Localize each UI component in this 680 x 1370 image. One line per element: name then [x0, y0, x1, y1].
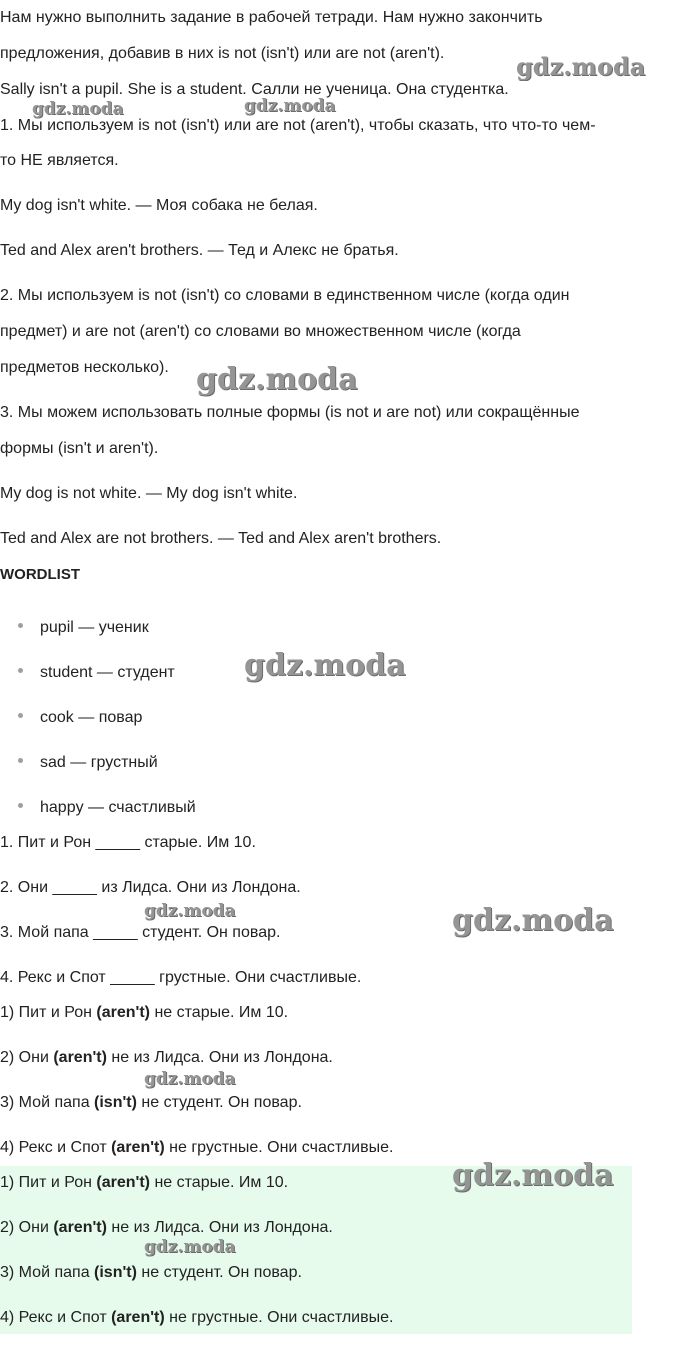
bullet-icon — [18, 713, 23, 718]
rule-1-line-1: 1. Мы используем is not (isn't) или are not (aren't), чтобы сказать, что что-то чем- — [0, 117, 596, 134]
answer-word: (aren't) — [96, 1174, 151, 1191]
wordlist-item-text: sad — грустный — [40, 754, 158, 771]
answer-text: не студент. Он повар. — [136, 1264, 302, 1281]
answer-text: 3) Мой папа — [0, 1264, 95, 1281]
answer-text: 2) Они — [0, 1049, 54, 1066]
answer-text: 4) Рекс и Спот — [0, 1139, 112, 1156]
answer-word: (aren't) — [96, 1004, 151, 1021]
answer-text: не старые. Им 10. — [150, 1004, 289, 1021]
answer-item-4 — [0, 1138, 393, 1158]
watermark-logo: gdz.moda — [516, 52, 646, 81]
intro-example-sally: Sally isn't a pupil. She is a student. Салли не ученица. Она студентка. — [0, 81, 509, 98]
list-item — [18, 753, 158, 773]
bullet-icon — [18, 623, 23, 628]
final-answer-item-4 — [0, 1308, 393, 1328]
rule-2-line-3: предметов несколько). — [0, 359, 169, 376]
answer-text: не старые. Им 10. — [150, 1174, 289, 1191]
rule-3-line-1: 3. Мы можем использовать полные формы (is not и are not) или сокращённые — [0, 404, 580, 421]
wordlist-item-text: student — студент — [40, 664, 175, 681]
rule-1-line-2: то НЕ является. — [0, 152, 119, 169]
answer-item-3 — [0, 1093, 302, 1113]
answer-item-1 — [0, 1003, 288, 1023]
answer-text: 1) Пит и Рон — [0, 1174, 97, 1191]
task-item-2: 2. Они _____ из Лидса. Они из Лондона. — [0, 879, 301, 896]
watermark-logo: gdz.moda — [144, 1069, 236, 1089]
answer-text: не из Лидса. Они из Лондона. — [106, 1049, 333, 1066]
answer-text: 2) Они — [0, 1219, 54, 1236]
rule-example-4: Ted and Alex are not brothers. — Ted and Alex aren't brothers. — [0, 530, 442, 547]
answer-word: (aren't) — [53, 1219, 107, 1236]
task-item-1: 1. Пит и Рон _____ старые. Им 10. — [0, 834, 256, 851]
wordlist-item-text: cook — повар — [40, 709, 143, 726]
answer-text: 3) Мой папа — [0, 1094, 95, 1111]
list-item — [18, 798, 196, 818]
answer-word: (aren't) — [111, 1309, 165, 1326]
answer-text: не грустные. Они счастливые. — [164, 1139, 394, 1156]
answer-word: (aren't) — [53, 1049, 107, 1066]
rule-2-line-1: 2. Мы используем is not (isn't) со словами в единственном числе (когда один — [0, 287, 570, 304]
wordlist-item-text: happy — счастливый — [40, 799, 196, 816]
watermark-logo: gdz.moda — [244, 96, 336, 116]
intro-line-1: Нам нужно выполнить задание в рабочей тетради. Нам нужно закончить — [0, 9, 543, 26]
answer-text: не грустные. Они счастливые. — [164, 1309, 394, 1326]
task-item-3: 3. Мой папа _____ студент. Он повар. — [0, 924, 281, 941]
watermark-logo: gdz.moda — [144, 901, 236, 921]
answer-word: (aren't) — [111, 1139, 165, 1156]
bullet-icon — [18, 758, 23, 763]
watermark-logo: gdz.moda — [452, 903, 614, 938]
watermark-logo: gdz.moda — [144, 1237, 236, 1257]
rule-example-1: My dog isn't white. — Моя собака не белая. — [0, 197, 318, 214]
rule-example-2: Ted and Alex aren't brothers. — Тед и Алекс не братья. — [0, 242, 399, 259]
wordlist-item-text: pupil — ученик — [40, 619, 149, 636]
intro-line-2: предложения, добавив в них is not (isn't) или are not (aren't). — [0, 45, 445, 62]
answer-item-2 — [0, 1048, 333, 1068]
answer-text: 1) Пит и Рон — [0, 1004, 97, 1021]
rule-3-line-2: формы (isn't и aren't). — [0, 440, 159, 457]
list-item — [18, 618, 149, 638]
watermark-logo: gdz.moda — [452, 1158, 614, 1193]
answer-word: (isn't) — [94, 1094, 137, 1111]
list-item — [18, 708, 142, 728]
wordlist-heading: WORDLIST — [0, 566, 80, 583]
answer-text: не студент. Он повар. — [136, 1094, 302, 1111]
watermark-logo: gdz.moda — [196, 362, 358, 397]
bullet-icon — [18, 668, 23, 673]
final-answer-item-1 — [0, 1173, 288, 1193]
bullet-icon — [18, 803, 23, 808]
rule-2-line-2: предмет) и are not (aren't) со словами во множественном числе (когда — [0, 323, 521, 340]
final-answer-item-2 — [0, 1218, 333, 1238]
watermark-logo: gdz.moda — [32, 99, 124, 119]
list-item — [18, 663, 175, 683]
final-answer-item-3 — [0, 1263, 302, 1283]
rule-example-3: My dog is not white. — My dog isn't white. — [0, 485, 298, 502]
task-item-4: 4. Рекс и Спот _____ грустные. Они счастливые. — [0, 969, 362, 986]
answer-text: 4) Рекс и Спот — [0, 1309, 112, 1326]
watermark-logo: gdz.moda — [244, 648, 406, 683]
answer-text: не из Лидса. Они из Лондона. — [106, 1219, 333, 1236]
answer-word: (isn't) — [94, 1264, 137, 1281]
